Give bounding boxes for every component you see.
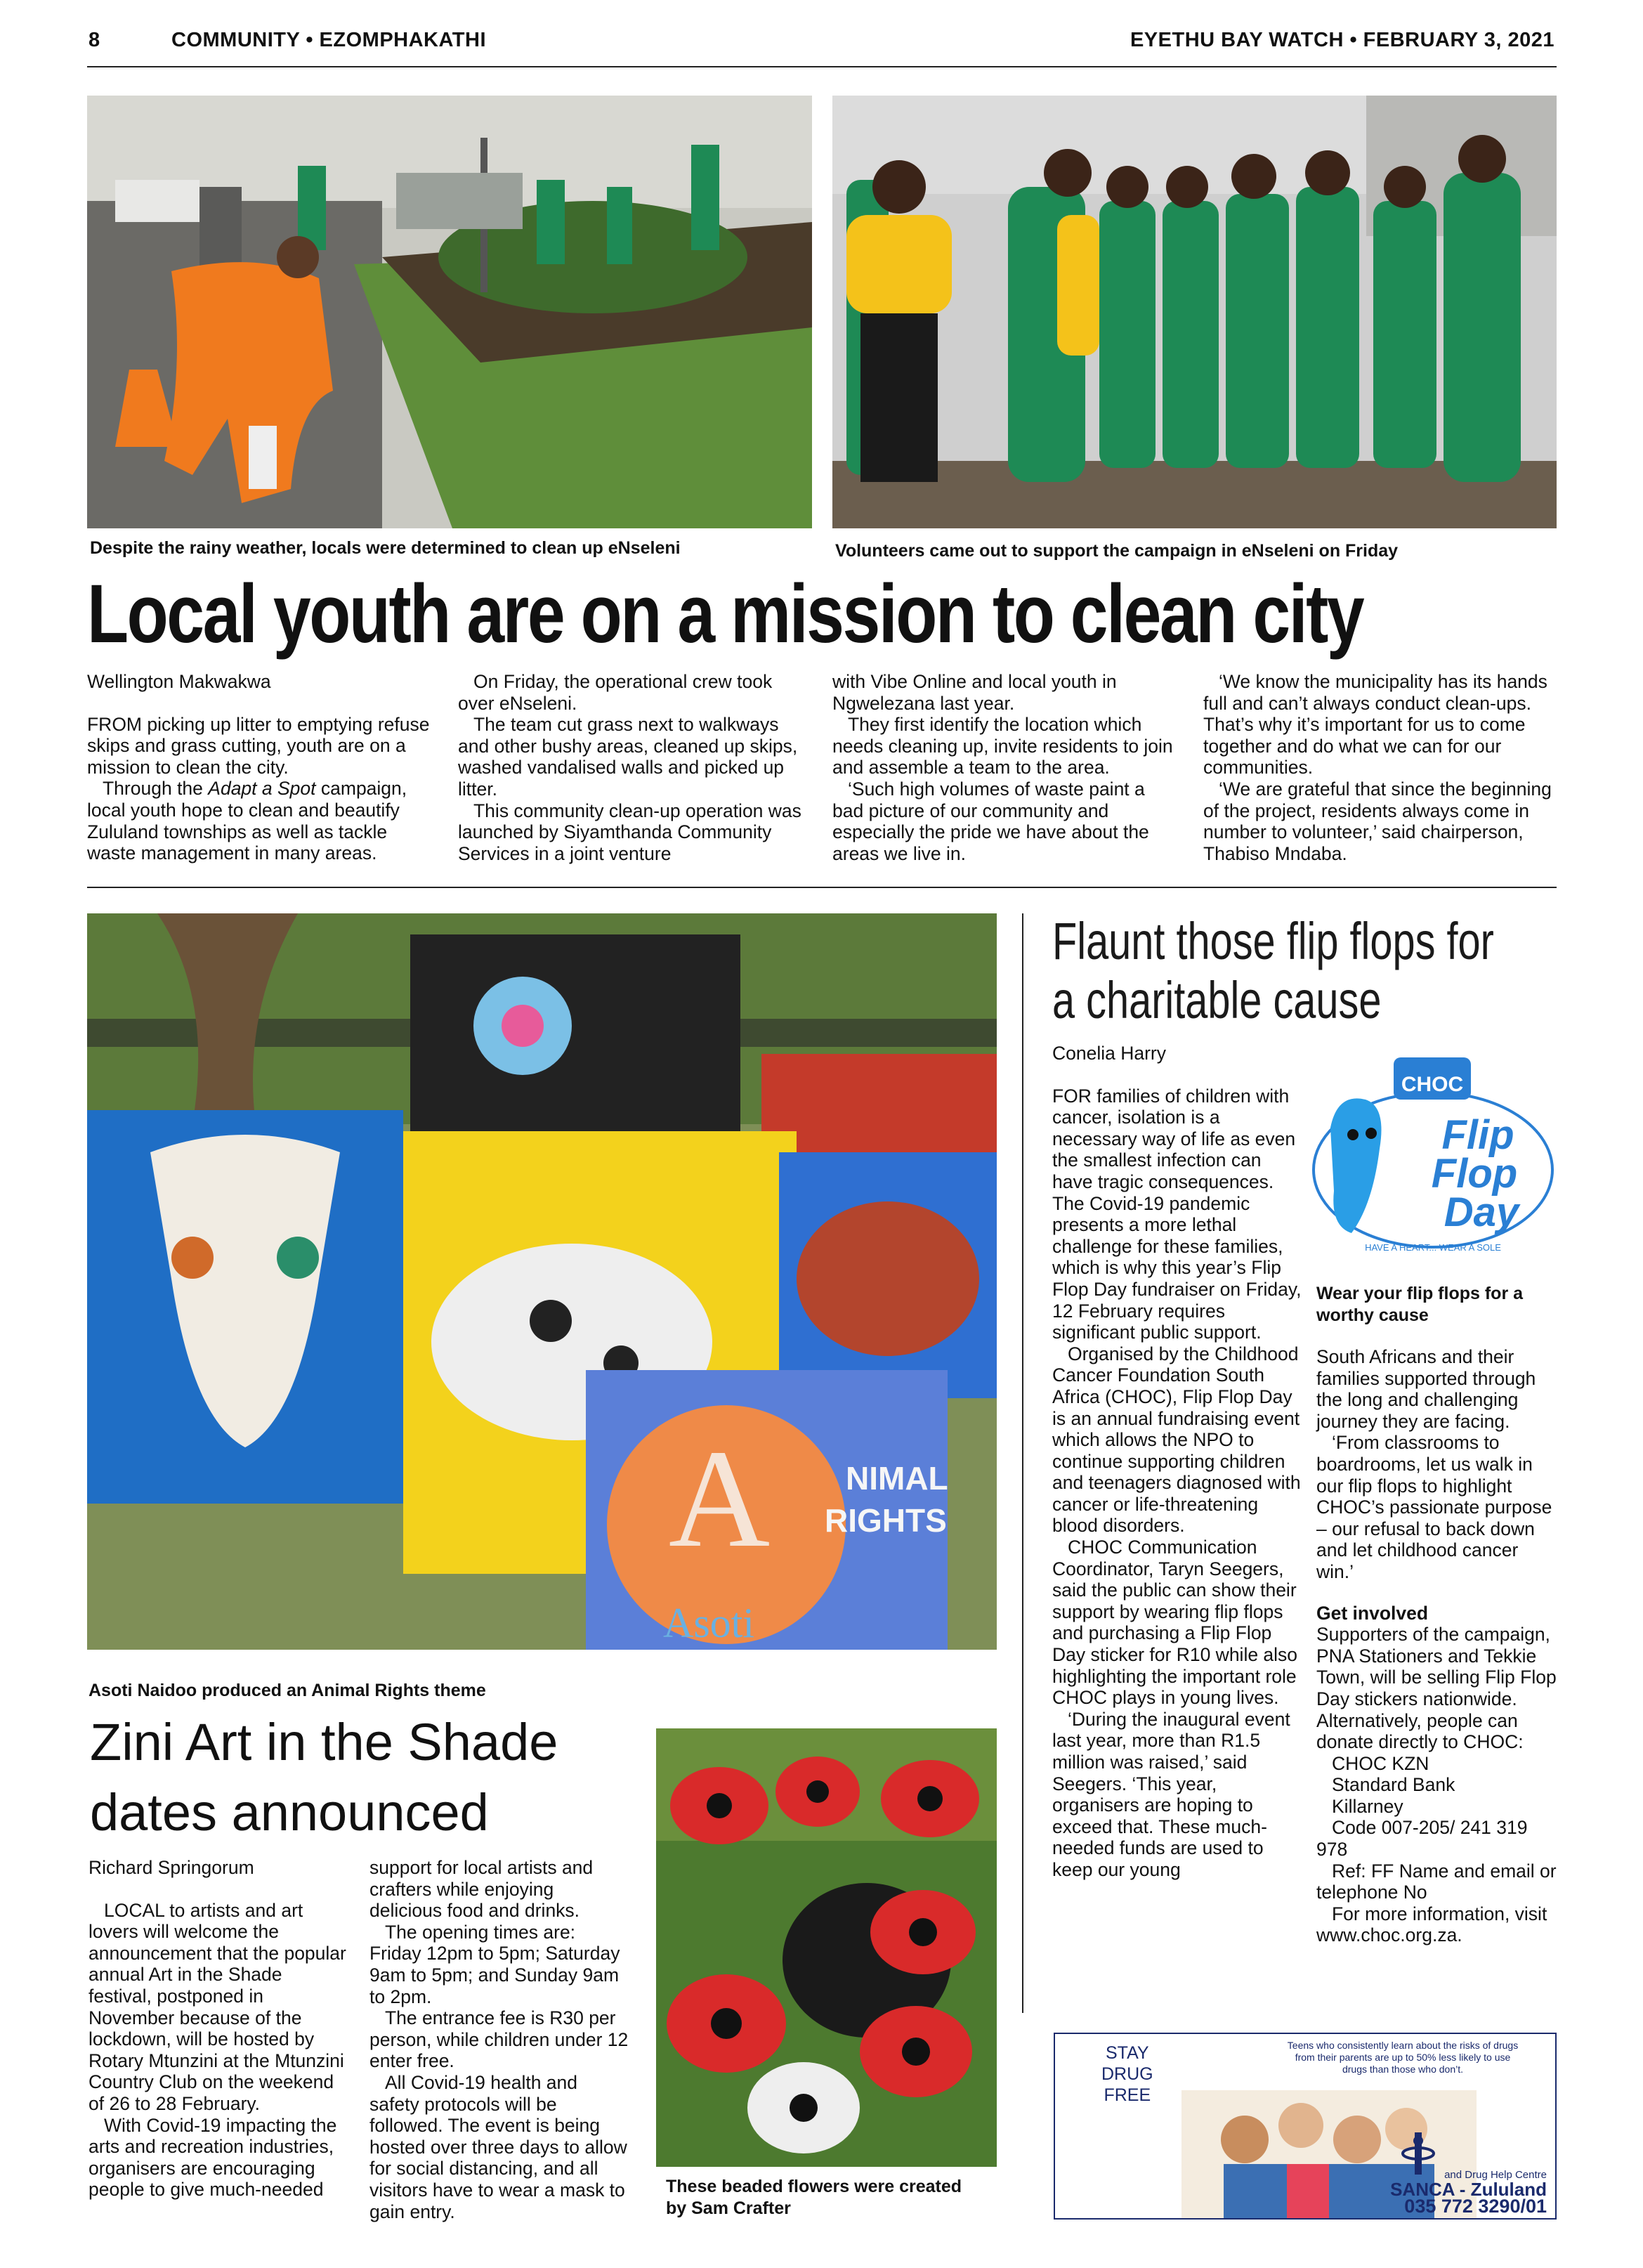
animal-rights-art [87,913,997,1650]
flip-flop-column-2 [1316,1346,1557,1946]
cleanup-paragraph: This community clean-up operation was launched by Siyamthanda Community Services in a joint venture [458,800,801,864]
cleanup-paragraph: with Vibe Online and local youth in Ngwelezana last year. [832,671,1117,714]
flip-flop-paragraph: Ref: FF Name and email or telephone No [1316,1860,1557,1903]
get-involved-subhead: Get involved [1316,1602,1429,1624]
cleanup-byline: Wellington Makwakwa [87,671,271,692]
cleanup-column-1 [87,671,431,864]
art-shade-column-1 [89,1857,350,2201]
volunteers-photo-art [832,96,1557,528]
flip-flop-paragraph: CHOC Communication Coordinator, Taryn Seegers, said the public can show their support by wearing flip flops and purchasing a Flip Flop Day sticker for R10 while also highlighting the important role CHOC plays in young lives. [1052,1537,1298,1709]
page-number: 8 [89,29,100,51]
flip-flop-paragraph: Supporters of the campaign, PNA Stationers and Tekkie Town, will be selling Flip Flop Day stickers nationwide. Alternatively, people can donate directly to CHOC: [1316,1624,1557,1753]
flop-text: Flop [1431,1151,1518,1197]
flip-flop-paragraph: South Africans and their families supported through the long and challenging journey they are facing. [1316,1346,1536,1432]
cleanup-photo-caption: Despite the rainy weather, locals were determined to clean up eNseleni [90,538,681,558]
art-shade-paragraph: With Covid-19 impacting the arts and recreation industries, organisers are encouraging people to give much-needed [89,2114,337,2201]
flip-flop-column-1 [1052,1043,1305,1881]
flip-flop-paragraph: Organised by the Childhood Cancer Foundation South Africa (CHOC), Flip Flop Day is an annual fundraising event which allows the NPO to continue supporting children and teenagers diagnosed with cancer or life-threatening blood disorders. [1052,1343,1301,1537]
cleanup-column-4 [1203,671,1553,864]
flip-text: Flip [1441,1112,1514,1158]
beaded-flowers-art [656,1728,997,2167]
art-shade-paragraph: The opening times are: Friday 12pm to 5pm; Saturday 9am to 5pm; and Sunday 9am to 2pm. [369,1921,620,2007]
advert-blurb: Teens who consistently learn about the risks of drugs from their parents are up to 50% less likely to use drugs than those who don’t. [1287,2040,1519,2075]
volunteers-photo-caption: Volunteers came out to support the campaign in eNseleni on Friday [835,541,1399,561]
art-shade-headline: Zini Art in the Shade dates announced [90,1713,558,1842]
sanca-logo-icon [1401,2132,1436,2175]
art-shade-paragraph: LOCAL to artists and art lovers will welcome the announcement that the popular annual Art in the Shade festival, postponed in November because of the lockdown, will be hosted by Rotary Mtunzini at the Mtunzini Country Club on the weekend of 26 to 28 February. [89,1899,346,2114]
cleanup-paragraph: On Friday, the operational crew took over eNseleni. [458,671,773,714]
header-rule [87,66,1557,67]
beaded-flowers-photo [656,1728,997,2167]
cleanup-headline: Local youth are on a mission to clean city [87,568,1363,660]
cleanup-paragraph: Through the Adapt a Spot campaign, local youth hope to clean and beautify Zululand townships as well as tackle waste management in many areas. [87,778,407,864]
sanca-phone[interactable]: 035 772 3290/01 [1404,2196,1547,2217]
art-board-signature: Asoti [663,1600,755,1646]
flip-flop-paragraph: FOR families of children with cancer, isolation is a necessary way of life as even the smallest infection can have tragic consequences. The Covid-19 pandemic presents a more lethal challenge for these families, which is why this year’s Flip Flop Day fundraiser on Friday, 12 February requires significant public support. [1052,1085,1302,1343]
art-board-text: NIMAL [846,1460,948,1497]
sanca-name: SANCA - Zululand [1390,2179,1547,2200]
flip-flop-logo-caption: Wear your flip flops for a worthy cause [1316,1284,1524,1325]
section-divider [87,887,1557,888]
bank-detail: Killarney [1332,1795,1403,1817]
volunteers-photo [832,96,1557,528]
cleanup-paragraph: ‘We are grateful that since the beginning of the project, residents always come in number to volunteer,’ said chairperson, Thabiso Mndaba. [1203,778,1552,864]
cleanup-photo [87,96,812,528]
cleanup-photo-art [87,96,812,528]
column-divider [1022,913,1023,2013]
bank-detail: Code 007-205/ 241 319 978 [1316,1817,1528,1860]
bank-detail: CHOC KZN [1332,1752,1429,1774]
cleanup-paragraph: ‘We know the municipality has its hands full and can’t always conduct clean-ups. That’s why it’s important for us to come together and do what we can for our communities. [1203,671,1547,778]
stay-drug-free: STAY DRUG FREE [1101,2043,1153,2105]
flip-flop-paragraph: For more information, visit www.choc.org.za. [1316,1903,1547,1946]
art-shade-column-2 [369,1857,631,2222]
choc-label: CHOC [1401,1073,1464,1096]
sanca-advert [1054,2033,1557,2220]
art-shade-byline: Richard Springorum [89,1857,254,1878]
animal-rights-caption: Asoti Naidoo produced an Animal Rights theme [89,1681,486,1700]
choc-flip-flop-logo [1309,1050,1557,1261]
day-text: Day [1444,1190,1519,1235]
flip-flop-headline: Flaunt those flip flops for a charitable cause [1052,912,1494,1029]
art-shade-paragraph: All Covid-19 health and safety protocols will be followed. The event is being hosted over three days to allow for social distancing, and all visitors have to wear a mask to gain entry. [369,2071,627,2222]
logo-tagline: HAVE A HEART... WEAR A SOLE [1365,1242,1501,1253]
cleanup-paragraph: ‘Such high volumes of waste paint a bad picture of our community and especially the pride we have about the areas we live in. [832,778,1149,864]
campaign-name: Adapt a Spot [208,778,316,800]
flip-flop-logo-art [1309,1050,1557,1261]
cleanup-paragraph: The team cut grass next to walkways and other bushy areas, cleaned up skips, washed vandalised walls and picked up litter. [458,714,798,800]
art-board-letter: A [668,1421,771,1577]
flip-flop-byline: Conelia Harry [1052,1043,1167,1064]
animal-rights-art-photo [87,913,997,1650]
cleanup-column-3 [832,671,1177,864]
flip-flop-paragraph: ‘From classrooms to boardrooms, let us walk in our flip flops to highlight CHOC’s passionate purpose – our refusal to back down and let childhood cancer win.’ [1316,1432,1552,1582]
cleanup-paragraph: FROM picking up litter to emptying refuse skips and grass cutting, youth are on a mission to clean the city. [87,713,430,778]
cleanup-column-2 [458,671,802,864]
section-label: COMMUNITY • EZOMPHAKATHI [171,29,487,51]
publication-dateline: EYETHU BAY WATCH • FEBRUARY 3, 2021 [1130,29,1554,51]
art-shade-paragraph: The entrance fee is R30 per person, while children under 12 enter free. [369,2007,629,2072]
flip-flop-paragraph: ‘During the inaugural event last year, more than R1.5 million was raised,’ said Seegers. ‘This year, organisers are hoping to exceed that. These much-needed funds are used to keep our young [1052,1708,1290,1880]
sanca-subtitle: and Drug Help Centre [1444,2169,1547,2181]
art-shade-paragraph: support for local artists and crafters while enjoying delicious food and drinks. [369,1857,594,1922]
bank-detail: Standard Bank [1332,1774,1455,1796]
art-board-text: RIGHTS [825,1502,947,1539]
beaded-flowers-caption: These beaded flowers were created by Sam Crafter [666,2177,962,2218]
cleanup-paragraph: They first identify the location which needs cleaning up, invite residents to join and assemble a team to the area. [832,714,1173,778]
